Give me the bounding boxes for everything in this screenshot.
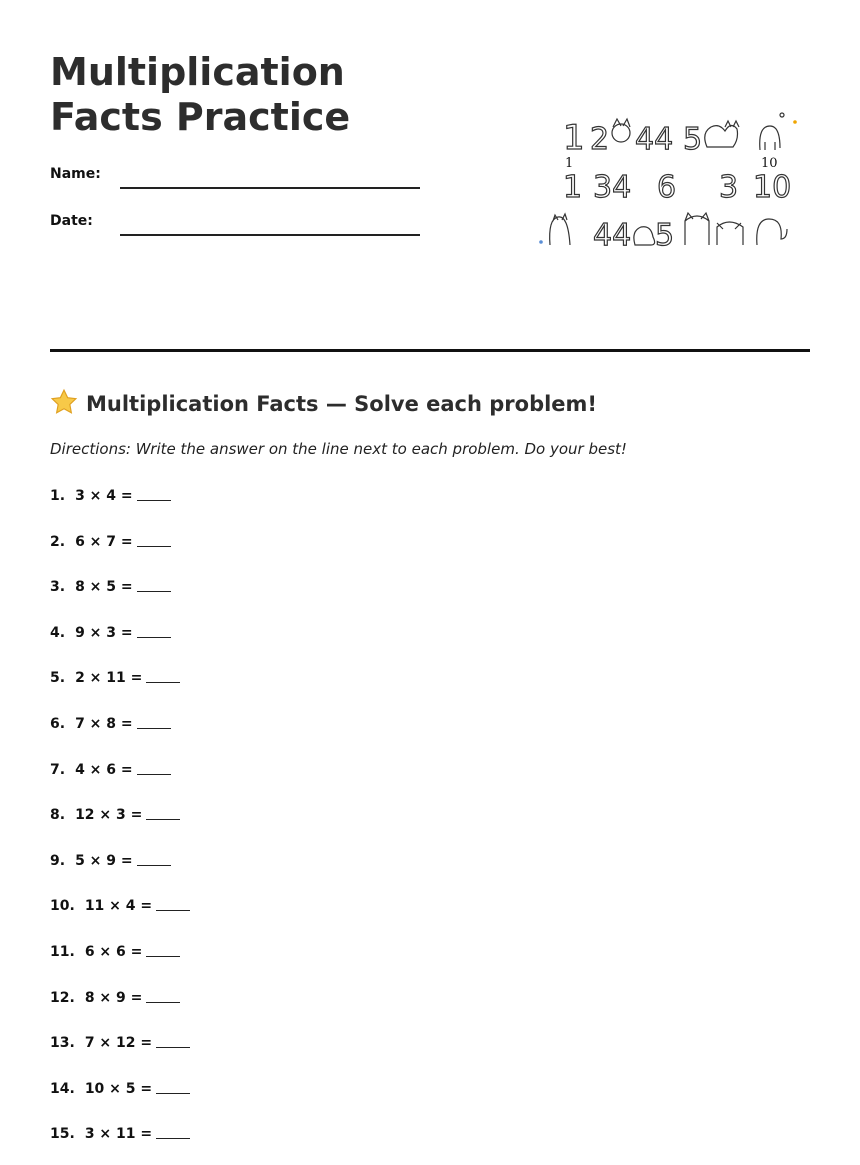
answer-blank[interactable] bbox=[146, 819, 180, 820]
svg-text:1: 1 bbox=[563, 170, 583, 205]
problem-item bbox=[50, 527, 190, 573]
problem-expression: 3 × 4 = bbox=[75, 488, 133, 504]
problem-item bbox=[50, 937, 190, 983]
problem-expression: 7 × 12 = bbox=[84, 1035, 153, 1052]
clipart-small-label-1: 1 bbox=[565, 156, 574, 171]
answer-blank[interactable] bbox=[137, 728, 171, 729]
date-line[interactable] bbox=[120, 234, 420, 236]
svg-text:3: 3 bbox=[719, 170, 739, 205]
answer-blank[interactable] bbox=[137, 637, 171, 638]
problem-expression: 8 × 9 = bbox=[84, 989, 143, 1006]
svg-text:10: 10 bbox=[753, 170, 792, 205]
answer-blank[interactable] bbox=[156, 1138, 190, 1139]
answer-blank[interactable] bbox=[137, 591, 171, 592]
problem-expression: 7 × 8 = bbox=[75, 715, 133, 732]
answer-blank[interactable] bbox=[137, 500, 171, 501]
problem-item bbox=[50, 1028, 190, 1074]
problem-number: 7. bbox=[50, 761, 66, 778]
name-label: Name: bbox=[50, 166, 101, 182]
problem-number: 3. bbox=[50, 579, 66, 596]
problem-item bbox=[50, 663, 190, 709]
name-line[interactable] bbox=[120, 187, 420, 189]
section-heading bbox=[50, 388, 597, 416]
answer-blank[interactable] bbox=[156, 1093, 190, 1094]
problem-item bbox=[50, 800, 190, 846]
answer-blank[interactable] bbox=[146, 1002, 180, 1003]
problem-number: 8. bbox=[50, 807, 66, 824]
answer-blank[interactable] bbox=[156, 1047, 190, 1048]
problem-expression: 2 × 11 = bbox=[75, 670, 143, 687]
worksheet-title: Multiplication Facts Practice bbox=[50, 50, 351, 139]
problem-number: 4. bbox=[50, 624, 66, 641]
problem-expression: 9 × 3 = bbox=[75, 624, 133, 641]
problem-number: 10. bbox=[50, 898, 75, 915]
problem-item bbox=[50, 1074, 190, 1120]
directions-text: Directions: Write the answer on the line next to each problem. Do your best! bbox=[50, 440, 627, 458]
problem-number: 2. bbox=[50, 533, 66, 550]
problem-expression: 12 × 3 = bbox=[75, 807, 143, 824]
clipart-small-label-10: 10 bbox=[761, 156, 778, 171]
problem-number: 5. bbox=[50, 670, 66, 687]
problem-item bbox=[50, 891, 190, 937]
problem-item bbox=[50, 481, 190, 527]
svg-text:5: 5 bbox=[655, 218, 675, 253]
problem-expression: 11 × 4 = bbox=[84, 898, 153, 915]
problem-number: 1. bbox=[50, 488, 66, 504]
svg-text:44: 44 bbox=[593, 218, 632, 253]
star-icon bbox=[50, 388, 78, 416]
problem-item bbox=[50, 572, 190, 618]
svg-text:2: 2 bbox=[590, 122, 610, 157]
svg-text:44: 44 bbox=[635, 122, 674, 157]
section-heading-text: Multiplication Facts — Solve each problem! bbox=[86, 392, 598, 416]
problem-list bbox=[50, 481, 190, 1165]
answer-blank[interactable] bbox=[156, 910, 190, 911]
svg-text:5: 5 bbox=[683, 122, 703, 157]
answer-blank[interactable] bbox=[146, 682, 180, 683]
svg-text:34: 34 bbox=[593, 170, 632, 205]
problem-number: 9. bbox=[50, 852, 66, 869]
date-label: Date: bbox=[50, 213, 93, 229]
svg-text:1: 1 bbox=[563, 118, 585, 158]
section-divider bbox=[50, 349, 810, 352]
problem-expression: 8 × 5 = bbox=[75, 579, 133, 596]
number-animals-clipart bbox=[535, 105, 805, 255]
name-field bbox=[50, 160, 420, 190]
problem-expression: 5 × 9 = bbox=[75, 852, 133, 869]
problem-item bbox=[50, 983, 190, 1029]
answer-blank[interactable] bbox=[137, 546, 171, 547]
problem-item bbox=[50, 755, 190, 801]
problem-expression: 6 × 7 = bbox=[75, 533, 133, 550]
problem-number: 6. bbox=[50, 715, 66, 732]
problem-number: 14. bbox=[50, 1080, 75, 1097]
answer-blank[interactable] bbox=[146, 956, 180, 957]
svg-text:6: 6 bbox=[657, 170, 677, 205]
problem-expression: 3 × 11 = bbox=[84, 1126, 153, 1143]
problem-expression: 4 × 6 = bbox=[75, 761, 133, 778]
problem-item bbox=[50, 846, 190, 892]
problem-item bbox=[50, 1119, 190, 1165]
answer-blank[interactable] bbox=[137, 865, 171, 866]
problem-number: 13. bbox=[50, 1035, 75, 1052]
problem-item bbox=[50, 618, 190, 664]
problem-expression: 10 × 5 = bbox=[84, 1080, 153, 1097]
problem-number: 11. bbox=[50, 943, 75, 960]
problem-item bbox=[50, 709, 190, 755]
answer-blank[interactable] bbox=[137, 774, 171, 775]
date-field bbox=[50, 207, 420, 237]
problem-number: 12. bbox=[50, 989, 75, 1006]
problem-expression: 6 × 6 = bbox=[84, 943, 143, 960]
problem-number: 15. bbox=[50, 1126, 75, 1143]
